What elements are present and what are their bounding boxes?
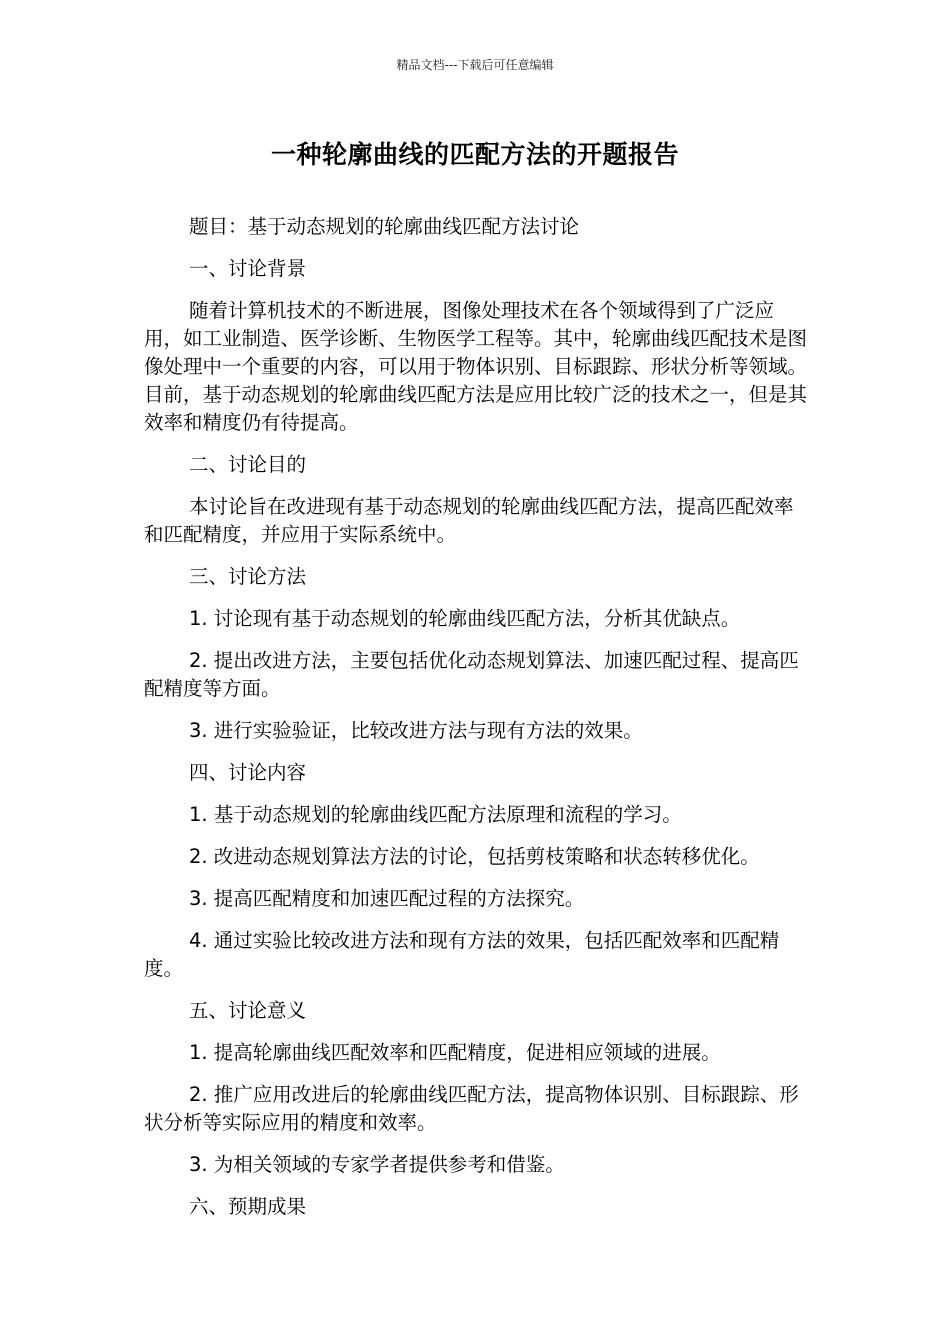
section-heading-background: 一、讨论背景 [189,257,307,280]
document-title: 一种轮廓曲线的匹配方法的开题报告 [270,140,679,169]
paragraph-background: 随着计算机技术的不断进展，图像处理技术在各个领域得到了广泛应用，如工业制造、医学诊断、生物医学工程等。其中，轮廓曲线匹配技术是图像处理中一个重要的内容，可以用于物体识别、目标跟踪、形状分析等领域。目前，基于动态规划的轮廓曲线匹配方法是应用比较广泛的技术之一，但是其效率和精度仍有待提高。 [144,299,808,434]
section-heading-content: 四、讨论内容 [189,761,307,784]
list-item-significance-1: 1. 提高轮廓曲线匹配效率和匹配精度，促进相应领域的进展。 [189,1041,721,1064]
list-item-significance-3: 3. 为相关领域的专家学者提供参考和借鉴。 [189,1153,565,1176]
section-heading-method: 三、讨论方法 [189,565,307,588]
subject-line: 题目：基于动态规划的轮廓曲线匹配方法讨论 [189,215,580,238]
list-item-content-3: 3. 提高匹配精度和加速匹配过程的方法探究。 [189,887,585,910]
section-heading-purpose: 二、讨论目的 [189,453,307,476]
list-item-method-3: 3. 进行实验验证，比较改进方法与现有方法的效果。 [189,719,643,742]
list-item-content-4: 4. 通过实验比较改进方法和现有方法的效果，包括匹配效率和匹配精度。 [144,929,780,980]
list-item-significance-2: 2. 推广应用改进后的轮廓曲线匹配方法，提高物体识别、目标跟踪、形状分析等实际应用的精度和效率。 [144,1083,799,1134]
page-header-note: 精品文档---下载后可任意编辑 [396,58,554,72]
list-item-method-1: 1. 讨论现有基于动态规划的轮廓曲线匹配方法，分析其优缺点。 [189,607,741,630]
list-item-content-1: 1. 基于动态规划的轮廓曲线匹配方法原理和流程的学习。 [189,803,682,826]
paragraph-purpose: 本讨论旨在改进现有基于动态规划的轮廓曲线匹配方法，提高匹配效率和匹配精度，并应用于实际系统中。 [144,495,794,546]
list-item-content-2: 2. 改进动态规划算法方法的讨论，包括剪枝策略和状态转移优化。 [189,845,760,868]
section-heading-expected-results: 六、预期成果 [189,1195,307,1218]
section-heading-significance: 五、讨论意义 [189,999,307,1022]
list-item-method-2: 2. 提出改进方法，主要包括优化动态规划算法、加速匹配过程、提高匹配精度等方面。 [144,649,799,700]
document-body [144,213,810,1235]
